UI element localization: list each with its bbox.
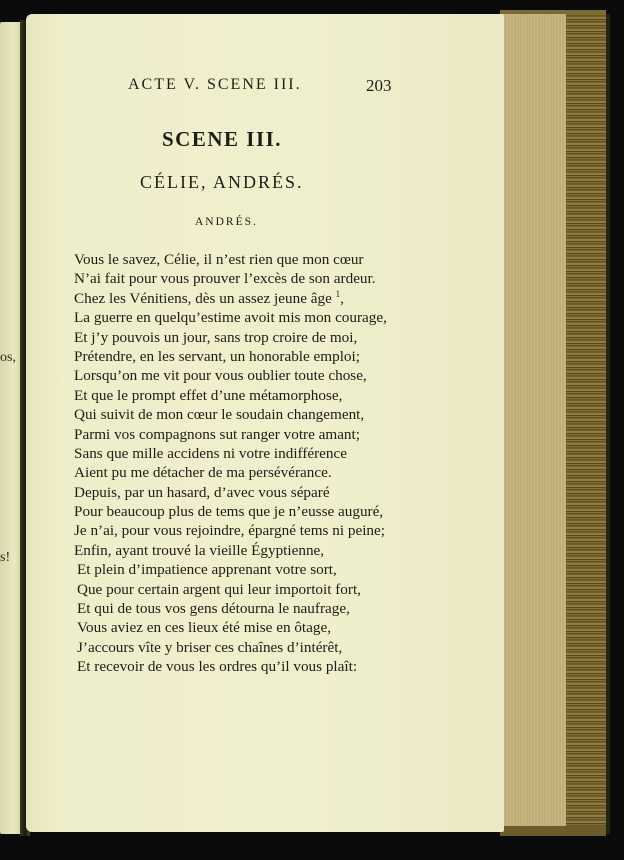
verse-line: Et que le prompt effet d’une métamorphose, [74,386,343,404]
scene-title: SCENE III. [162,127,283,151]
verse-line: Enfin, ayant trouvé la vieille Égyptienne, [74,541,325,559]
page-number: 203 [366,76,392,95]
verse-line: Et qui de tous vos gens détourna le naufrage, [77,600,350,618]
verse-line: La guerre en quelqu’estime avoit mis mon courage, [74,309,387,327]
running-head: ACTE V. SCENE III. [128,76,302,93]
scene-characters: CÉLIE, ANDRÉS. [140,172,304,192]
verse-line: Qui suivit de mon cœur le soudain changement, [74,406,365,424]
verse-line: Et recevoir de vous les ordres qu’il vous plaît: [77,658,358,676]
speaker-name: ANDRÉS. [195,216,258,228]
previous-page-fragment: s! [0,550,11,565]
previous-page-fragment: os, [0,350,16,365]
verse-line: Et j’y pouvois un jour, sans trop croire de moi, [74,328,358,346]
verse-line: Depuis, par un hasard, d’avec vous séparé [74,483,330,501]
verse-line: Je n’ai, pour vous rejoindre, épargné tems ni peine; [74,522,385,540]
verse-block [74,250,434,677]
verse-line: Pour beaucoup plus de tems que je n’eusse auguré, [74,503,384,521]
verse-line: Que pour certain argent qui leur importoit fort, [77,580,361,598]
verse-line: Aient pu me détacher de ma persévérance. [74,464,332,482]
book-cover-bottom [500,826,606,836]
verse-line: N’ai fait pour vous prouver l’excès de son ardeur. [74,270,376,288]
verse-line: Et plein d’impatience apprenant votre sort, [77,561,337,579]
verse-line: Sans que mille accidens ni votre indifférence [74,444,347,462]
verse-line: Chez les Vénitiens, dès un assez jeune âge $^1$, [74,288,344,307]
page-block-edges [500,14,570,836]
verse-line: J’accours vîte y briser ces chaînes d’intérêt, [77,638,343,656]
verse-line: Vous le savez, Célie, il n’est rien que mon cœur [74,251,364,268]
verse-line: Prétendre, en les servant, un honorable emploi; [74,347,360,365]
verse-line: Vous aviez en ces lieux été mise en ôtage, [77,619,332,637]
footnote-marker: 1 [335,288,341,299]
verse-line-text: Chez les Vénitiens, dès un assez jeune âge [74,289,332,307]
verse-line: Parmi vos compagnons sut ranger votre amant; [74,425,360,443]
verse-line: Lorsqu’on me vit pour vous oublier toute chose, [74,367,367,385]
book-cover-spine [566,14,610,834]
